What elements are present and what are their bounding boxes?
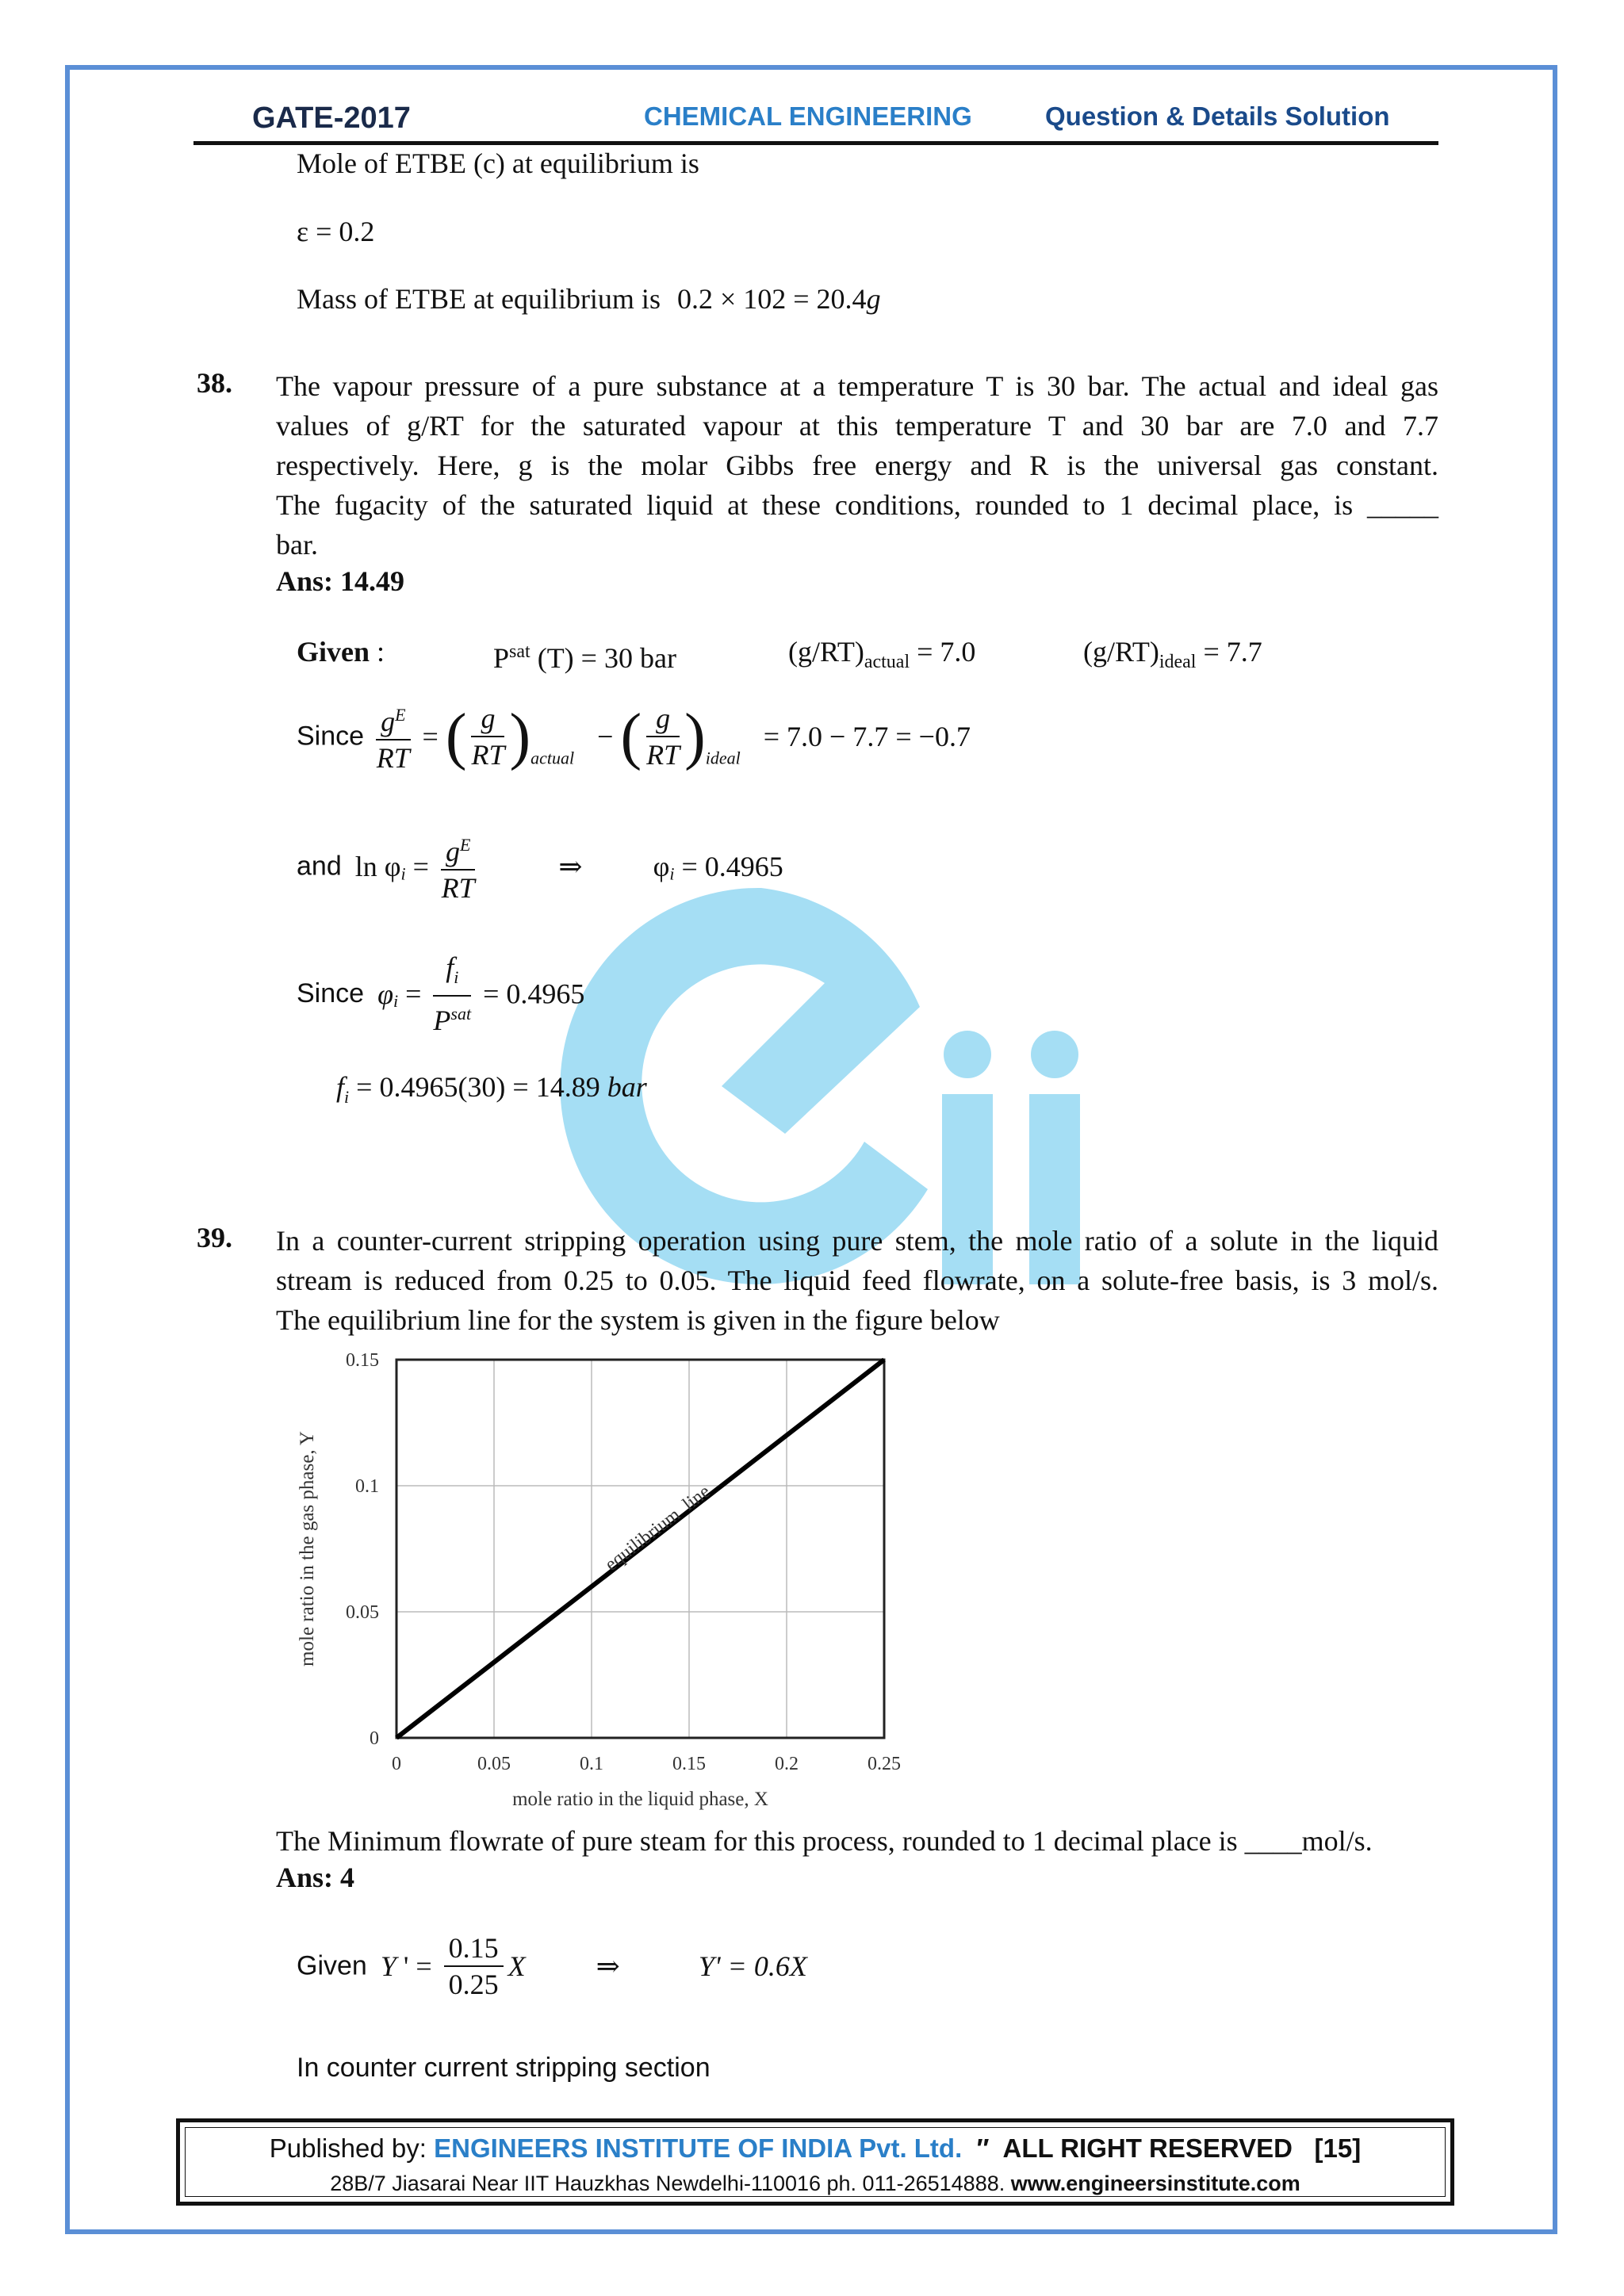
ln-phi: ln φ — [354, 851, 401, 882]
q39-answer: Ans: 4 — [276, 1862, 355, 1893]
q39-line: In a counter-current stripping operation using pure stem, the mole ratio of a solute in the liquid — [276, 1225, 1438, 1257]
equilibrium-chart — [274, 1336, 924, 1827]
q38-ideal — [1083, 632, 1262, 682]
given-fraction — [444, 1931, 504, 2002]
equilibrium-line-label: equilibrium line — [601, 1481, 714, 1575]
header-exam: GATE-2017 — [252, 101, 411, 135]
fugacity-unit: bar — [607, 1071, 647, 1103]
q39-after-chart — [276, 1821, 1438, 1861]
x-tick-label: 0 — [392, 1754, 401, 1774]
prev-epsilon-eq: ε = 0.2 — [297, 216, 375, 247]
q38-given-label: Given — [297, 636, 370, 668]
ideal-value: = 7.7 — [1203, 636, 1262, 668]
given-denominator: 0.25 — [448, 1969, 499, 2000]
ge-over-rt: $\frac{g^E}{RT}$ — [376, 698, 410, 775]
since2-label: Since — [297, 978, 365, 1009]
footer-address: 28B/7 Jiasarai Near IIT Hauzkhas Newdelhi-110016 ph. 011-26514888. — [330, 2172, 1011, 2195]
q38-ln-phi-eq: and $\ln \varphi_i$ = $\frac{g^E}{RT}$ ⇒ $\varphi_i = 0.4965$ — [297, 828, 783, 923]
y-axis-label: mole ratio in the gas phase, Y — [297, 1431, 318, 1667]
given-result: Y' = 0.6X — [698, 1950, 807, 1982]
q39-line: stream is reduced from 0.25 to 0.05. The liquid feed flowrate, on a solute-free basis, is 3 mol/s. — [276, 1265, 1438, 1296]
q39-final-text: In counter current stripping section — [297, 2053, 710, 2083]
q38-line: The vapour pressure of a pure substance at a temperature T is 30 bar. The actual and ideal gas — [276, 370, 1438, 402]
q38-line: The fugacity of the saturated liquid at these conditions, rounded to 1 decimal place, is _____ — [276, 489, 1438, 521]
x-tick-label: 0.05 — [477, 1754, 511, 1774]
q39-line: The equilibrium line for the system is given in the figure below — [276, 1304, 1000, 1336]
q39-given-label: Given — [297, 1950, 367, 1981]
q38-line: respectively. Here, g is the molar Gibbs free energy and R is the universal gas constant. — [276, 450, 1438, 481]
q38-since2-eq: Since $\varphi_i$ = $\frac{f_i}{P^{sat}}$ = 0.4965 — [297, 951, 585, 1037]
since1-label: Since — [297, 721, 365, 752]
q38-line: values of g/RT for the saturated vapour at this temperature T and 30 bar are 7.0 and 7.7 — [276, 410, 1438, 442]
x-axis-label: mole ratio in the liquid phase, X — [512, 1789, 768, 1810]
actual-sub: actual — [864, 652, 910, 673]
g-over-rt-ideal: $\frac{g}{RT}$ — [646, 702, 680, 771]
x-tick-label: 0.15 — [672, 1754, 706, 1774]
q38-actual — [788, 632, 975, 682]
prev-mass-eq: 0.2 × 102 = 20.4 — [676, 283, 867, 315]
ge-over-rt-2: $\frac{g^E}{RT}$ — [441, 828, 475, 905]
y-tick-label: 0 — [370, 1728, 379, 1749]
psat-sup: sat — [509, 641, 530, 662]
footer-rights: ″ ALL RIGHT RESERVED [15] — [962, 2133, 1362, 2163]
implies-arrow: ⇒ — [558, 851, 583, 882]
footer — [176, 2118, 1454, 2206]
header-section: Question & Details Solution — [1045, 101, 1390, 131]
psat-value: (T) = 30 bar — [537, 642, 676, 674]
x-tick-label: 0.2 — [775, 1754, 799, 1774]
and-label: and — [297, 851, 342, 882]
q38-line: bar. — [276, 529, 318, 561]
g-over-rt-actual: $\frac{g}{RT}$ — [471, 702, 505, 771]
prev-mass-unit: g — [866, 283, 881, 315]
prev-mass — [297, 279, 881, 319]
actual-value: = 7.0 — [917, 636, 976, 668]
psat-symbol: P — [493, 642, 510, 674]
y-tick-label: 0.1 — [355, 1476, 379, 1497]
q38-fugacity-eq: $f_i = 0.4965(30) = 14.89$ bar — [336, 1071, 647, 1108]
actual-expr: (g/RT) — [788, 636, 864, 668]
q38-text — [276, 366, 1438, 564]
prev-mass-text: Mass of ETBE at equilibrium is — [297, 283, 661, 315]
footer-published-by: Published by: — [269, 2133, 435, 2163]
fugacity-value: = 0.4965(30) = 14.89 — [356, 1071, 600, 1103]
since1-actual-sub: actual — [530, 748, 575, 768]
since1-ideal-sub: ideal — [705, 748, 741, 768]
q38-given-colon: : — [377, 636, 385, 668]
since1-result: = 7.0 − 7.7 = −0.7 — [763, 721, 971, 752]
q39-question-line: The Minimum flowrate of pure steam for this process, rounded to 1 decimal place is ____mol/s. — [276, 1825, 1373, 1857]
prev-mole-text: Mole of ETBE (c) at equilibrium is — [297, 147, 699, 179]
x-tick-label: 0.25 — [868, 1754, 901, 1774]
header-subject: CHEMICAL ENGINEERING — [644, 101, 972, 131]
y-tick-label: 0.15 — [346, 1350, 379, 1371]
footer-line-1 — [180, 2133, 1450, 2164]
footer-line-2 — [180, 2172, 1450, 2196]
x-tick-label: 0.1 — [580, 1754, 603, 1774]
ideal-expr: (g/RT) — [1083, 636, 1159, 668]
footer-company: ENGINEERS INSTITUTE OF INDIA Pvt. Ltd. — [434, 2133, 963, 2163]
q39-number: 39. — [197, 1222, 232, 1253]
ideal-sub: ideal — [1159, 652, 1197, 673]
q39-given-eq: Given Y ' = $\frac{0.15}{0.25}$ X ⇒ Y' = 0.6X — [297, 1932, 807, 2000]
q38-answer: Ans: 14.49 — [276, 565, 405, 597]
phi-value: = 0.4965 — [681, 851, 783, 882]
implies-arrow-2: ⇒ — [596, 1950, 620, 1982]
q38-psat — [493, 632, 676, 678]
q39-text — [276, 1221, 1438, 1340]
y-tick-label: 0.05 — [346, 1602, 379, 1623]
q38-given-row — [297, 632, 385, 672]
given-numerator: 0.15 — [444, 1931, 504, 1967]
phi-symbol: φ — [653, 851, 670, 882]
f-over-psat: $\frac{f_i}{P^{sat}}$ — [433, 951, 472, 1037]
q38-since1-eq: Since $\frac{g^E}{RT}$ = ( $\frac{g}{RT}$ )$_{actual}$ − ( $\frac{g}{RT}$ )$_{ideal} = 7.0 - 7.7 = -0.7$ — [297, 698, 971, 793]
since2-result: = 0.4965 — [483, 978, 585, 1010]
q38-number: 38. — [197, 367, 232, 399]
footer-website: www.engineersinstitute.com — [1010, 2172, 1300, 2195]
